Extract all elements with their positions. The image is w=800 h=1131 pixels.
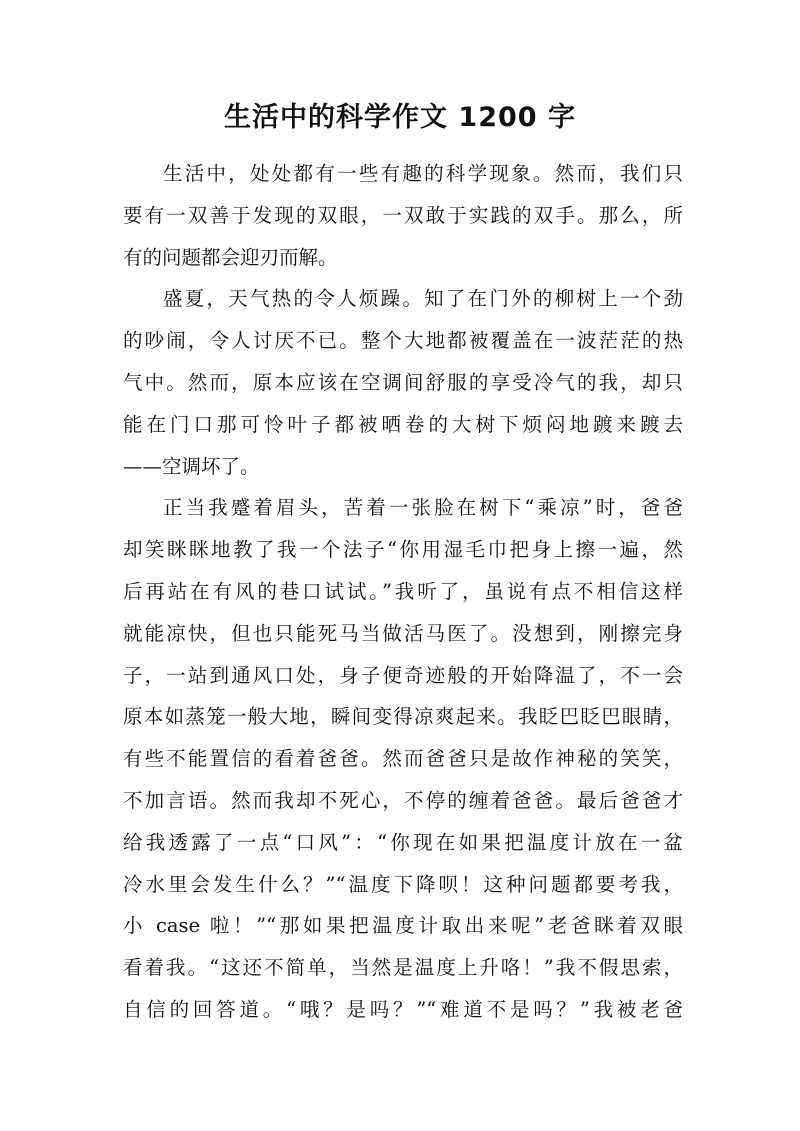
paragraph-3-line-13: 自信的回答道。“哦？是吗？”“难道不是吗？”我被老爸 xyxy=(123,997,683,1021)
paragraph-3-line-4: 就能凉快，但也只能死马当做活马医了。没想到，刚擦完身 xyxy=(123,621,683,645)
paragraph-3-line-5: 子，一站到通风口处，身子便奇迹般的开始降温了，不一会 xyxy=(123,663,683,687)
paragraph-3-line-11: 小 case 啦！”“那如果把温度计取出来呢”老爸眯着双眼 xyxy=(123,914,683,938)
document-title: 生活中的科学作文 1200 字 xyxy=(224,102,576,133)
paragraph-3-line-10: 冷水里会发生什么？”“温度下降呗！这种问题都要考我， xyxy=(123,872,683,896)
paragraph-3-line-12: 看着我。“这还不简单，当然是温度上升咯！”我不假思索， xyxy=(123,956,683,980)
paragraph-3-line-2: 却笑眯眯地教了我一个法子“你用湿毛巾把身上擦一遍，然 xyxy=(123,538,683,562)
paragraph-3-line-9: 给我透露了一点“口风”：“你现在如果把温度计放在一盆 xyxy=(123,830,683,854)
paragraph-1-line-2: 要有一双善于发现的双眼，一双敢于实践的双手。那么，所 xyxy=(123,203,683,227)
paragraph-1-line-3: 有的问题都会迎刃而解。 xyxy=(123,245,338,269)
paragraph-2-line-2: 的吵闹，令人讨厌不已。整个大地都被覆盖在一波茫茫的热 xyxy=(123,329,683,353)
document-body xyxy=(123,153,683,1031)
paragraph-3-line-6: 原本如蒸笼一般大地，瞬间变得凉爽起来。我眨巴眨巴眼睛， xyxy=(123,705,683,729)
paragraph-2-line-1: 盛夏，天气热的令人烦躁。知了在门外的柳树上一个劲 xyxy=(163,287,683,311)
paragraph-3-line-1: 正当我蹙着眉头，苦着一张脸在树下“乘凉”时，爸爸 xyxy=(163,496,683,520)
paragraph-2-line-4: 能在门口那可怜叶子都被晒卷的大树下烦闷地踱来踱去 xyxy=(123,412,683,436)
paragraph-1-line-1: 生活中，处处都有一些有趣的科学现象。然而，我们只 xyxy=(163,162,683,185)
paragraph-2-line-5: ——空调坏了。 xyxy=(123,454,260,478)
paragraph-3-line-7: 有些不能置信的看着爸爸。然而爸爸只是故作神秘的笑笑， xyxy=(123,747,683,771)
paragraph-2-line-3: 气中。然而，原本应该在空调间舒服的享受冷气的我，却只 xyxy=(123,370,683,394)
paragraph-3-line-3: 后再站在有风的巷口试试。”我听了，虽说有点不相信这样 xyxy=(123,579,683,603)
paragraph-3-line-8: 不加言语。然而我却不死心，不停的缠着爸爸。最后爸爸才 xyxy=(123,788,683,812)
